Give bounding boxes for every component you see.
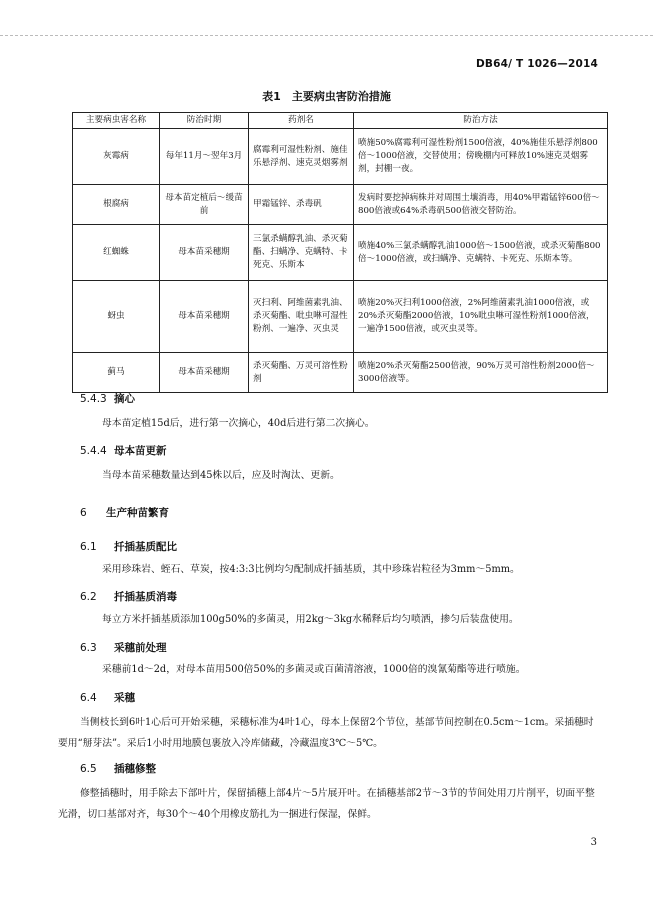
- doc-number: DB64/ T 1026—2014: [476, 58, 598, 70]
- header-rule: [0, 35, 653, 36]
- section-title: 插穗修整: [114, 763, 156, 775]
- section-title: 扦插基质配比: [114, 541, 177, 553]
- section-title: 摘心: [114, 393, 135, 405]
- col-header-method: 防治方法: [354, 113, 608, 129]
- table-row: [73, 281, 608, 353]
- cell-name: 灰霉病: [73, 129, 160, 185]
- col-header-agent: 药剂名: [249, 113, 354, 129]
- section-number: 6: [80, 507, 87, 519]
- section-heading-6: [80, 505, 169, 520]
- section-heading-5-4-3: [80, 391, 135, 406]
- pest-control-table: [72, 112, 608, 393]
- cell-name: 蚜虫: [73, 281, 160, 353]
- cell-method: 喷施50%腐霉利可湿性粉剂1500倍液，40%施佳乐悬浮剂800倍～1000倍液，交替使用；傍晚棚内可释放10%速克灵烟雾剂，封棚一夜。: [354, 129, 608, 185]
- section-number: 5.4.3: [80, 393, 107, 405]
- section-text-6-4: 当侧枝长到6叶1心后可开始采穗，采穗标准为4叶1心，母本上保留2个节位，基部节间控制在0.5cm～1cm。采插穗时要用“掰芽法”。采后1小时用地膜包裹放入冷库储藏，冷藏温度3℃～5℃。: [58, 717, 594, 749]
- section-number: 5.4.4: [80, 445, 107, 457]
- cell-name: 红蜘蛛: [73, 225, 160, 281]
- section-title: 母本苗更新: [114, 445, 167, 457]
- section-heading-6-1: [80, 539, 177, 554]
- cell-agent: 三氯杀螨醇乳油、杀灭菊酯、扫螨净、克螨特、卡死克、乐斯本: [249, 225, 354, 281]
- section-text-6-1: 采用珍珠岩、蛭石、草炭，按4:3:3比例均匀配制成扦插基质，其中珍珠岩粒径为3mm～5mm。: [102, 564, 520, 575]
- section-title: 扦插基质消毒: [114, 591, 177, 603]
- section-number: 6.5: [80, 763, 97, 775]
- cell-period: 母本苗采穗期: [160, 353, 249, 393]
- section-number: 6.1: [80, 541, 97, 553]
- section-heading-6-4: [80, 690, 135, 705]
- section-heading-6-3: [80, 640, 167, 655]
- col-header-period: 防治时期: [160, 113, 249, 129]
- section-text-6-3: 采穗前1d～2d，对母本苗用500倍50%的多菌灵或百菌清溶液，1000倍的溴氰菊酯等进行喷施。: [102, 664, 526, 675]
- section-title: 生产种苗繁育: [106, 507, 169, 519]
- cell-method: 喷施20%杀灭菊酯2500倍液，90%万灵可溶性粉剂2000倍～3000倍液等。: [354, 353, 608, 393]
- cell-period: 母本苗采穗期: [160, 225, 249, 281]
- cell-period: 母本苗采穗期: [160, 281, 249, 353]
- section-title: 采穗: [114, 692, 135, 704]
- table-row: [73, 185, 608, 225]
- col-header-name: 主要病虫害名称: [73, 113, 160, 129]
- section-text-6-2: 每立方米扦插基质添加100g50%的多菌灵，用2kg～3kg水稀释后均匀喷洒，掺匀后装盘使用。: [102, 614, 519, 625]
- cell-method: 喷施20%灭扫利1000倍液，2%阿维菌素乳油1000倍液，或20%杀灭菊酯2000倍液，10%吡虫啉可湿性粉剂1000倍液，一遍净1500倍液，或灭虫灵等。: [354, 281, 608, 353]
- section-number: 6.3: [80, 642, 97, 654]
- cell-name: 蓟马: [73, 353, 160, 393]
- table-header-row: [73, 113, 608, 129]
- cell-name: 根腐病: [73, 185, 160, 225]
- section-heading-6-5: [80, 761, 156, 776]
- cell-period: 母本苗定植后～缓苗前: [160, 185, 249, 225]
- table-title: 表1 主要病虫害防治措施: [262, 90, 391, 103]
- table-row: [73, 353, 608, 393]
- section-number: 6.4: [80, 692, 97, 704]
- table-row: [73, 225, 608, 281]
- section-heading-5-4-4: [80, 443, 167, 458]
- cell-agent: 灭扫利、阿维菌素乳油、杀灭菊酯、吡虫啉可湿性粉剂、一遍净、灭虫灵: [249, 281, 354, 353]
- cell-agent: 杀灭菊酯、万灵可溶性粉剂: [249, 353, 354, 393]
- cell-period: 每年11月～翌年3月: [160, 129, 249, 185]
- section-heading-6-2: [80, 589, 177, 604]
- section-text-5-4-3: 母本苗定植15d后，进行第一次摘心，40d后进行第二次摘心。: [102, 418, 375, 429]
- section-text-5-4-4: 当母本苗采穗数量达到45株以后，应及时淘汰、更新。: [102, 470, 340, 481]
- cell-agent: 甲霜锰锌、杀毒矾: [249, 185, 354, 225]
- page-number: 3: [590, 837, 597, 848]
- table-row: [73, 129, 608, 185]
- cell-method: 喷施40%三氯杀螨醇乳油1000倍～1500倍液，或杀灭菊酯800倍～1000倍液，或扫螨净、克螨特、卡死克、乐斯本等。: [354, 225, 608, 281]
- section-text-6-5: 修整插穗时，用手除去下部叶片，保留插穗上部4片～5片展开叶。在插穗基部2节～3节的节间处用刀片削平，切面平整光滑，切口基部对齐，每30个～40个用橡皮筋扎为一捆进行保湿，保鲜。: [58, 788, 595, 820]
- section-number: 6.2: [80, 591, 97, 603]
- section-title: 采穗前处理: [114, 642, 167, 654]
- cell-method: 发病时要挖掉病株并对周围土壤消毒，用40%甲霜锰锌600倍～800倍液或64%杀毒矾500倍液交替防治。: [354, 185, 608, 225]
- cell-agent: 腐霉利可湿性粉剂、施佳乐悬浮剂、速克灵烟雾剂: [249, 129, 354, 185]
